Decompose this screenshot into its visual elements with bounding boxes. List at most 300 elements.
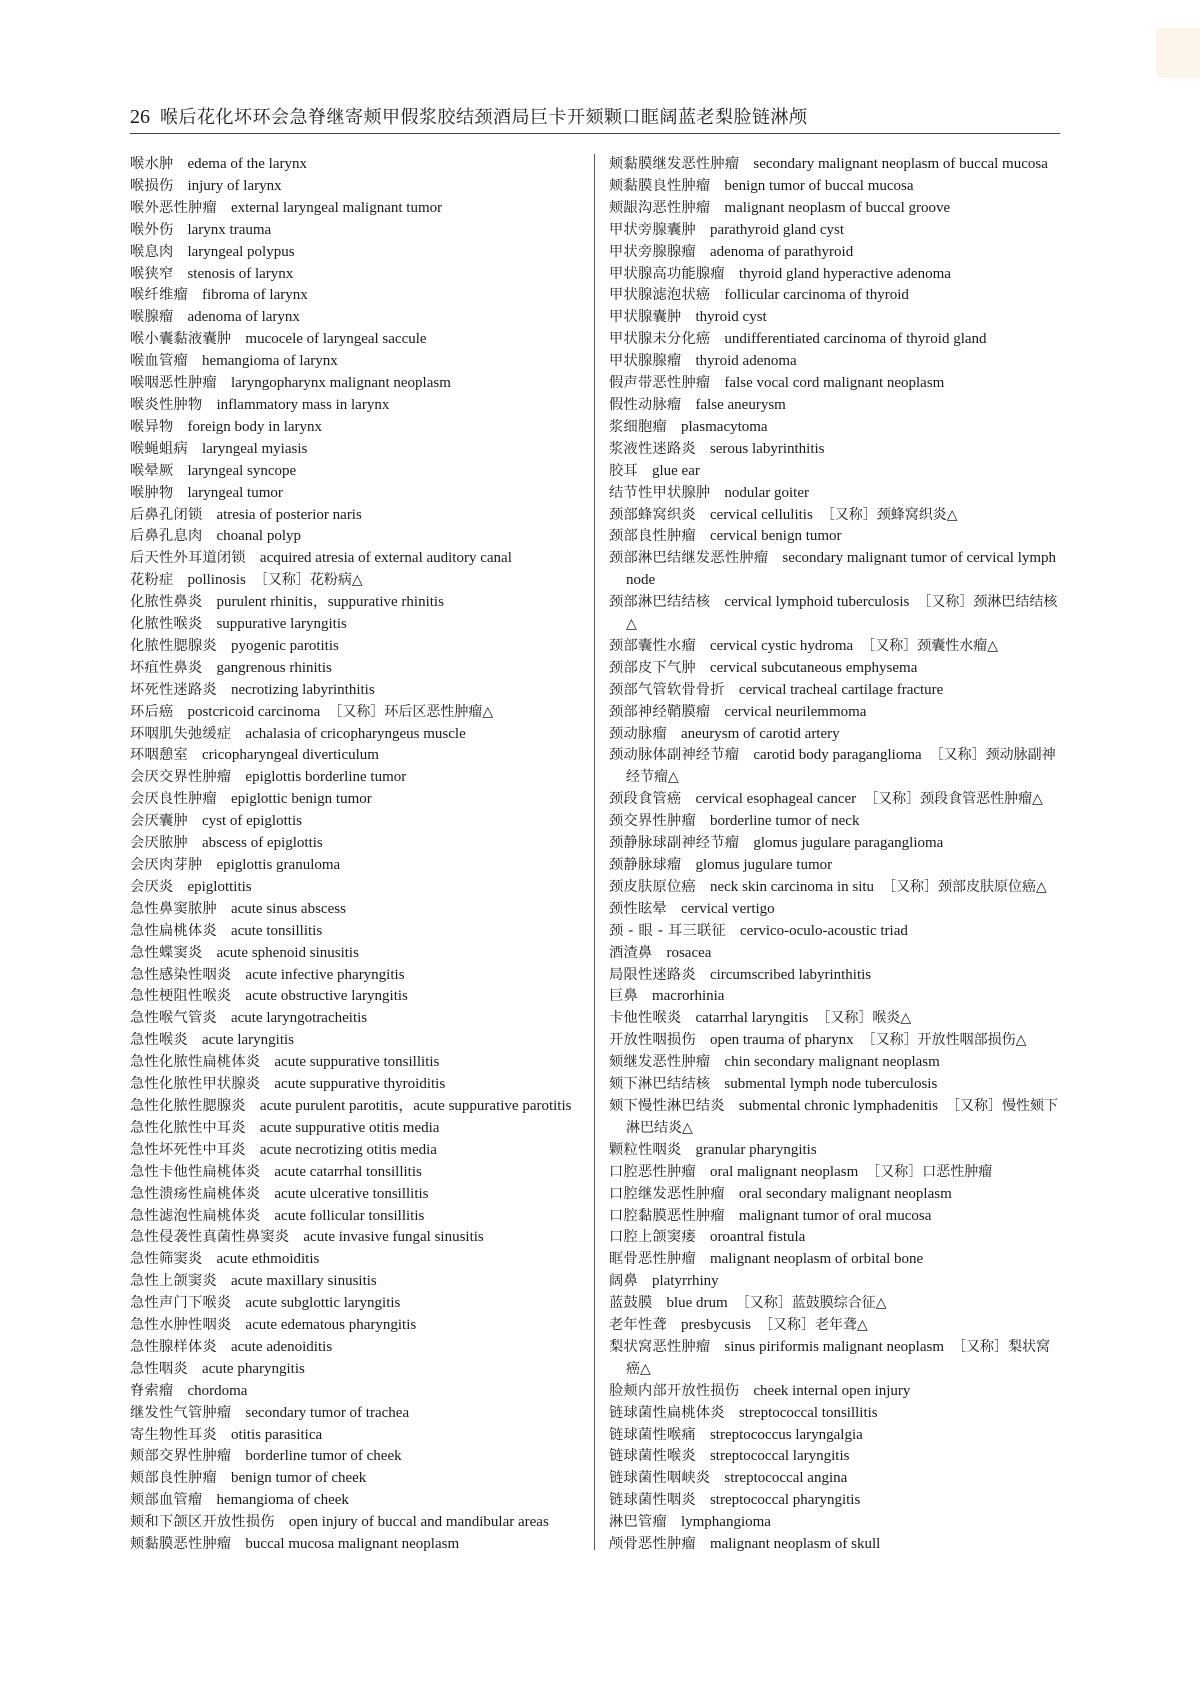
- term-english: oral secondary malignant neoplasm: [738, 1185, 952, 1202]
- term-english: acute sinus abscess: [230, 900, 346, 917]
- glossary-entry: [609, 505, 1061, 527]
- term-english: streptococcal pharyngitis: [709, 1492, 861, 1509]
- term-chinese: 颅骨恶性肿瘤: [609, 1536, 696, 1553]
- term-chinese: 阔鼻: [609, 1273, 638, 1290]
- term-chinese: 化脓性腮腺炎: [130, 637, 217, 654]
- term-chinese: 链球菌性喉炎: [609, 1448, 696, 1465]
- term-chinese: 甲状旁腺腺瘤: [609, 243, 696, 260]
- term-alias: ［又称］蓝鼓膜综合征△: [735, 1295, 887, 1312]
- term-alias: ［又称］花粉病△: [253, 572, 363, 589]
- term-english: acute follicular tonsillitis: [274, 1207, 425, 1224]
- term-english: streptococcal angina: [724, 1470, 848, 1487]
- glossary-entry: [609, 395, 1061, 417]
- term-chinese: 颈段食管癌: [609, 791, 682, 808]
- glossary-entry: [130, 461, 590, 483]
- glossary-entry: [130, 1381, 590, 1403]
- term-english: malignant neoplasm of buccal groove: [724, 199, 951, 216]
- term-english: epiglottis borderline tumor: [245, 769, 407, 786]
- glossary-entry: [130, 1359, 590, 1381]
- term-chinese: 急性梗阻性喉炎: [130, 988, 232, 1005]
- glossary-entry: [130, 176, 590, 198]
- term-alias: ［又称］开放性咽部损伤△: [861, 1032, 1027, 1049]
- term-english: fibroma of larynx: [201, 287, 308, 304]
- term-english: thyroid adenoma: [695, 353, 797, 370]
- glossary-entry: [130, 592, 590, 614]
- term-chinese: 颏继发恶性肿瘤: [609, 1054, 711, 1071]
- term-english: macrorhinia: [651, 988, 725, 1005]
- term-chinese: 急性卡他性扁桃体炎: [130, 1163, 261, 1180]
- term-chinese: 甲状腺囊肿: [609, 309, 682, 326]
- term-chinese: 颏下淋巴结结核: [609, 1076, 711, 1093]
- term-chinese: 花粉症: [130, 572, 174, 589]
- glossary-entry: [130, 1425, 590, 1447]
- term-chinese: 颊黏膜良性肿瘤: [609, 177, 711, 194]
- term-chinese: 巨鼻: [609, 988, 638, 1005]
- glossary-entry: [609, 1227, 1061, 1249]
- left-column: [130, 154, 590, 1556]
- glossary-entry: [130, 1206, 590, 1228]
- term-english: borderline tumor of cheek: [245, 1448, 402, 1465]
- term-chinese: 急性筛窦炎: [130, 1251, 203, 1268]
- glossary-entry: [609, 242, 1061, 264]
- glossary-entry: [130, 548, 590, 570]
- glossary-entry: [609, 154, 1061, 176]
- term-chinese: 环咽肌失弛缓症: [130, 725, 232, 742]
- glossary-entry: [609, 264, 1061, 286]
- term-english: undifferentiated carcinoma of thyroid gland: [724, 331, 987, 348]
- term-english: chin secondary malignant neoplasm: [724, 1054, 940, 1071]
- term-english: acute ethmoiditis: [216, 1251, 320, 1268]
- term-english: oroantral fistula: [709, 1229, 806, 1246]
- term-chinese: 坏疽性鼻炎: [130, 659, 203, 676]
- term-english: foreign body in larynx: [187, 418, 323, 435]
- glossary-entry: [130, 877, 590, 899]
- term-chinese: 浆细胞瘤: [609, 418, 667, 435]
- term-english: cervical subcutaneous emphysema: [709, 659, 918, 676]
- glossary-entry: [609, 1534, 1061, 1556]
- term-english: otitis parasitica: [230, 1426, 323, 1443]
- term-alias: ［又称］慢性颏下淋巴结炎△: [626, 1097, 1059, 1136]
- term-chinese: 颈部皮下气肿: [609, 659, 696, 676]
- glossary-entry: [130, 505, 590, 527]
- glossary-entry: [130, 307, 590, 329]
- term-chinese: 喉肿物: [130, 484, 174, 501]
- term-english: cervical vertigo: [680, 900, 775, 917]
- glossary-entry: [609, 1337, 1061, 1381]
- glossary-entry: [130, 1293, 590, 1315]
- term-english: glomus jugulare tumor: [695, 857, 833, 873]
- term-english: pollinosis: [187, 572, 246, 589]
- glossary-entry: [609, 986, 1061, 1008]
- term-english: acute purulent parotitis，acute suppurative parotitis: [259, 1097, 572, 1114]
- glossary-entry: [130, 680, 590, 702]
- term-chinese: 脊索瘤: [130, 1382, 174, 1399]
- term-english: epiglottic benign tumor: [230, 791, 372, 808]
- term-alias: ［又称］口恶性肿瘤: [866, 1163, 993, 1180]
- term-chinese: 继发性气管肿瘤: [130, 1404, 232, 1421]
- term-chinese: 老年性聋: [609, 1317, 667, 1334]
- glossary-entry: [609, 176, 1061, 198]
- term-chinese: 酒渣鼻: [609, 944, 653, 961]
- term-chinese: 颈部气管软骨骨折: [609, 681, 725, 698]
- glossary-entry: [130, 1184, 590, 1206]
- column-divider: [594, 154, 595, 1550]
- term-chinese: 坏死性迷路炎: [130, 681, 217, 698]
- term-english: acute laryngitis: [201, 1032, 295, 1049]
- term-english: borderline tumor of neck: [709, 813, 860, 830]
- term-chinese: 会厌良性肿瘤: [130, 791, 217, 808]
- term-chinese: 喉纤维瘤: [130, 287, 188, 304]
- term-alias: ［又称］喉炎△: [816, 1010, 912, 1027]
- glossary-entry: [609, 483, 1061, 505]
- term-english: streptococcus laryngalgia: [709, 1426, 863, 1443]
- term-chinese: 急性化脓性扁桃体炎: [130, 1054, 261, 1071]
- term-english: neck skin carcinoma in situ: [709, 878, 875, 895]
- term-english: injury of larynx: [187, 177, 282, 194]
- corner-tab: [1156, 28, 1200, 78]
- term-alias: ［又称］颈淋巴结结核△: [626, 594, 1058, 633]
- term-chinese: 急性喉炎: [130, 1032, 188, 1049]
- term-english: achalasia of cricopharyngeus muscle: [245, 725, 466, 742]
- term-chinese: 颈 - 眼 - 耳三联征: [609, 922, 727, 939]
- term-chinese: 口腔黏膜恶性肿瘤: [609, 1207, 725, 1224]
- term-chinese: 颈交界性肿瘤: [609, 813, 696, 830]
- term-english: acute catarrhal tonsillitis: [274, 1163, 422, 1180]
- glossary-entry: [130, 264, 590, 286]
- glossary-entry: [609, 921, 1061, 943]
- glossary-entry: [609, 745, 1061, 789]
- term-chinese: 颏下慢性淋巴结炎: [609, 1097, 725, 1114]
- term-english: stenosis of larynx: [187, 265, 294, 282]
- term-chinese: 急性咽炎: [130, 1360, 188, 1377]
- term-chinese: 会厌囊肿: [130, 813, 188, 830]
- term-chinese: 颊部良性肿瘤: [130, 1470, 217, 1487]
- term-chinese: 颊黏膜恶性肿瘤: [130, 1536, 232, 1553]
- term-chinese: 喉外恶性肿瘤: [130, 199, 217, 216]
- glossary-entry: [130, 1162, 590, 1184]
- glossary-entry: [609, 965, 1061, 987]
- term-chinese: 颈静脉球副神经节瘤: [609, 835, 740, 852]
- term-chinese: 急性化脓性中耳炎: [130, 1119, 246, 1136]
- glossary-entry: [609, 1403, 1061, 1425]
- term-chinese: 急性侵袭性真菌性鼻窦炎: [130, 1229, 290, 1246]
- term-english: follicular carcinoma of thyroid: [724, 287, 909, 304]
- term-alias: ［又称］梨状窝癌△: [626, 1338, 1050, 1377]
- term-alias: ［又称］颈段食管恶性肿瘤△: [864, 791, 1043, 808]
- glossary-entry: [130, 943, 590, 965]
- term-chinese: 颗粒性咽炎: [609, 1141, 682, 1158]
- glossary-entry: [130, 439, 590, 461]
- glossary-entry: [130, 395, 590, 417]
- term-chinese: 颈动脉瘤: [609, 725, 667, 742]
- term-english: platyrrhiny: [651, 1273, 719, 1290]
- term-english: cyst of epiglottis: [201, 813, 302, 830]
- term-chinese: 急性上颌窦炎: [130, 1273, 217, 1290]
- glossary-entry: [130, 242, 590, 264]
- glossary-entry: [609, 877, 1061, 899]
- glossary-entry: [609, 1425, 1061, 1447]
- glossary-entry: [130, 1403, 590, 1425]
- term-chinese: 后天性外耳道闭锁: [130, 550, 246, 567]
- term-chinese: 会厌交界性肿瘤: [130, 769, 232, 786]
- term-english: acute laryngotracheitis: [230, 1010, 368, 1027]
- term-chinese: 梨状窝恶性肿瘤: [609, 1338, 711, 1355]
- term-chinese: 颈性眩晕: [609, 900, 667, 917]
- term-english: aneurysm of carotid artery: [680, 725, 840, 742]
- glossary-entry: [130, 899, 590, 921]
- term-chinese: 急性水肿性咽炎: [130, 1317, 232, 1334]
- term-english: presbycusis: [680, 1317, 751, 1334]
- term-english: sinus piriformis malignant neoplasm: [724, 1338, 944, 1355]
- term-chinese: 急性化脓性腮腺炎: [130, 1097, 246, 1114]
- term-chinese: 喉炎性肿物: [130, 396, 203, 413]
- term-english: acute subglottic laryngitis: [245, 1295, 401, 1312]
- term-chinese: 会厌炎: [130, 878, 174, 895]
- term-english: laryngopharynx malignant neoplasm: [230, 375, 451, 392]
- term-english: cervico-oculo-acoustic triad: [740, 922, 908, 939]
- glossary-entry: [130, 986, 590, 1008]
- term-chinese: 颊部交界性肿瘤: [130, 1448, 232, 1465]
- term-chinese: 口腔上颌窦瘘: [609, 1229, 696, 1246]
- glossary-entry: [609, 285, 1061, 307]
- term-english: adenoma of parathyroid: [709, 243, 854, 260]
- glossary-entry: [130, 1468, 590, 1490]
- glossary-entry: [609, 417, 1061, 439]
- term-chinese: 急性喉气管炎: [130, 1010, 217, 1027]
- glossary-entry: [609, 899, 1061, 921]
- glossary-entry: [609, 724, 1061, 746]
- glossary-entry: [130, 526, 590, 548]
- term-chinese: 链球菌性咽炎: [609, 1492, 696, 1509]
- term-english: cervical cellulitis: [709, 506, 813, 523]
- term-chinese: 喉血管瘤: [130, 353, 188, 370]
- term-english: acute ulcerative tonsillitis: [274, 1185, 429, 1202]
- term-chinese: 颈皮肤原位癌: [609, 878, 696, 895]
- term-english: choanal polyp: [216, 528, 302, 545]
- term-chinese: 颊龈沟恶性肿瘤: [609, 199, 711, 216]
- glossary-entry: [609, 307, 1061, 329]
- term-english: streptococcal laryngitis: [709, 1448, 850, 1465]
- glossary-entry: [130, 1227, 590, 1249]
- glossary-entry: [609, 526, 1061, 548]
- term-english: malignant tumor of oral mucosa: [738, 1207, 932, 1224]
- term-english: larynx trauma: [187, 221, 272, 238]
- term-english: streptococcal tonsillitis: [738, 1404, 878, 1421]
- glossary-entry: [609, 329, 1061, 351]
- term-chinese: 颈部淋巴结结核: [609, 594, 711, 611]
- glossary-entry: [609, 198, 1061, 220]
- glossary-entry: [130, 483, 590, 505]
- term-alias: ［又称］颈蜂窝织炎△: [820, 506, 958, 523]
- term-chinese: 化脓性喉炎: [130, 616, 203, 633]
- term-english: cricopharyngeal diverticulum: [201, 747, 379, 764]
- glossary-entry: [130, 285, 590, 307]
- term-chinese: 甲状腺滤泡状癌: [609, 287, 711, 304]
- glossary-entry: [130, 1008, 590, 1030]
- glossary-entry: [609, 680, 1061, 702]
- term-chinese: 卡他性喉炎: [609, 1010, 682, 1027]
- term-chinese: 眶骨恶性肿瘤: [609, 1251, 696, 1268]
- term-chinese: 环咽憩室: [130, 747, 188, 764]
- term-chinese: 链球菌性喉痛: [609, 1426, 696, 1443]
- glossary-entry: [130, 1315, 590, 1337]
- glossary-entry: [130, 1118, 590, 1140]
- right-column: [609, 154, 1061, 1556]
- glossary-entry: [609, 811, 1061, 833]
- term-chinese: 急性滤泡性扁桃体炎: [130, 1207, 261, 1224]
- glossary-entry: [130, 1096, 590, 1118]
- term-english: postcricoid carcinoma: [187, 703, 321, 720]
- glossary-entry: [609, 658, 1061, 680]
- glossary-entry: [609, 1271, 1061, 1293]
- glossary-entry: [609, 855, 1061, 877]
- glossary-entry: [130, 1271, 590, 1293]
- term-chinese: 会厌肉芽肿: [130, 857, 203, 873]
- term-english: atresia of posterior naris: [216, 506, 362, 523]
- term-chinese: 颊黏膜继发恶性肿瘤: [609, 156, 740, 172]
- term-english: malignant neoplasm of skull: [709, 1536, 881, 1553]
- glossary-entry: [609, 461, 1061, 483]
- glossary-entry: [609, 1315, 1061, 1337]
- glossary-entry: [609, 439, 1061, 461]
- term-english: chordoma: [187, 1382, 248, 1399]
- term-english: gangrenous rhinitis: [216, 659, 332, 676]
- term-chinese: 胶耳: [609, 462, 638, 479]
- glossary-entry: [609, 943, 1061, 965]
- glossary-entry: [130, 1030, 590, 1052]
- glossary-entry: [609, 1074, 1061, 1096]
- term-english: benign tumor of buccal mucosa: [724, 177, 914, 194]
- term-english: plasmacytoma: [680, 418, 768, 435]
- term-english: false vocal cord malignant neoplasm: [724, 375, 945, 392]
- glossary-entry: [609, 1381, 1061, 1403]
- term-chinese: 假声带恶性肿瘤: [609, 375, 711, 392]
- term-english: buccal mucosa malignant neoplasm: [245, 1536, 460, 1553]
- term-english: malignant neoplasm of orbital bone: [709, 1251, 924, 1268]
- term-chinese: 喉水肿: [130, 156, 174, 172]
- term-english: laryngeal polypus: [187, 243, 295, 260]
- term-english: laryngeal myiasis: [201, 440, 308, 457]
- term-english: submental lymph node tuberculosis: [724, 1076, 938, 1093]
- term-english: hemangioma of cheek: [216, 1492, 349, 1509]
- term-alias: ［又称］老年聋△: [758, 1317, 868, 1334]
- term-english: mucocele of laryngeal saccule: [245, 331, 427, 348]
- term-english: edema of the larynx: [187, 156, 307, 172]
- term-english: acute suppurative tonsillitis: [274, 1054, 440, 1071]
- term-english: acute invasive fungal sinusitis: [303, 1229, 484, 1246]
- term-english: parathyroid gland cyst: [709, 221, 845, 238]
- glossary-entry: [130, 855, 590, 877]
- glossary-entry: [609, 1249, 1061, 1271]
- term-chinese: 淋巴管瘤: [609, 1514, 667, 1531]
- glossary-entry: [609, 789, 1061, 811]
- term-chinese: 急性化脓性甲状腺炎: [130, 1076, 261, 1093]
- term-chinese: 寄生物性耳炎: [130, 1426, 217, 1443]
- glossary-entry: [609, 548, 1061, 592]
- glossary-entry: [609, 1184, 1061, 1206]
- term-english: glue ear: [651, 462, 700, 479]
- term-chinese: 急性溃疡性扁桃体炎: [130, 1185, 261, 1202]
- term-english: abscess of epiglottis: [201, 835, 323, 852]
- term-chinese: 口腔恶性肿瘤: [609, 1163, 696, 1180]
- term-chinese: 后鼻孔息肉: [130, 528, 203, 545]
- term-chinese: 颈部良性肿瘤: [609, 528, 696, 545]
- glossary-entry: [609, 351, 1061, 373]
- term-english: cervical cystic hydroma: [709, 637, 854, 654]
- term-english: acute suppurative otitis media: [259, 1119, 440, 1136]
- term-english: laryngeal tumor: [187, 484, 283, 501]
- term-english: pyogenic parotitis: [230, 637, 339, 654]
- term-english: hemangioma of larynx: [201, 353, 338, 370]
- term-english: acute obstructive laryngitis: [245, 988, 408, 1005]
- glossary-entry: [130, 570, 590, 592]
- term-english: acute tonsillitis: [230, 922, 323, 939]
- term-english: inflammatory mass in larynx: [216, 396, 390, 413]
- term-chinese: 急性声门下喉炎: [130, 1295, 232, 1312]
- term-english: necrotizing labyrinthitis: [230, 681, 375, 698]
- term-chinese: 急性扁桃体炎: [130, 922, 217, 939]
- term-chinese: 颊部血管瘤: [130, 1492, 203, 1509]
- term-chinese: 颈部囊性水瘤: [609, 637, 696, 654]
- page-number: 26: [130, 106, 150, 128]
- glossary-entry: [609, 1206, 1061, 1228]
- glossary-entry: [130, 724, 590, 746]
- term-english: acute adenoiditis: [230, 1338, 333, 1355]
- term-chinese: 颈部淋巴结继发恶性肿瘤: [609, 550, 769, 567]
- term-chinese: 甲状腺未分化癌: [609, 331, 711, 348]
- glossary-entry: [130, 745, 590, 767]
- term-english: secondary malignant neoplasm of buccal mucosa: [753, 156, 1048, 172]
- term-alias: ［又称］环后区恶性肿瘤△: [328, 703, 494, 720]
- glossary-entry: [130, 1074, 590, 1096]
- glossary-entry: [609, 1052, 1061, 1074]
- glossary-entry: [130, 373, 590, 395]
- glossary-entry: [609, 592, 1061, 636]
- glossary-entry: [609, 1446, 1061, 1468]
- term-chinese: 喉异物: [130, 418, 174, 435]
- glossary-entry: [130, 921, 590, 943]
- glossary-entry: [130, 789, 590, 811]
- glossary-entry: [609, 702, 1061, 724]
- term-chinese: 急性感染性咽炎: [130, 966, 232, 983]
- term-english: acute sphenoid sinusitis: [216, 944, 359, 961]
- term-english: cheek internal open injury: [753, 1382, 911, 1399]
- term-chinese: 喉咽恶性肿瘤: [130, 375, 217, 392]
- term-chinese: 开放性咽损伤: [609, 1032, 696, 1049]
- glossary-entry: [609, 1030, 1061, 1052]
- term-alias: ［又称］颈囊性水瘤△: [861, 637, 998, 654]
- glossary-entry: [609, 833, 1061, 855]
- term-chinese: 后鼻孔闭锁: [130, 506, 203, 523]
- term-english: catarrhal laryngitis: [695, 1010, 809, 1027]
- term-chinese: 脸颊内部开放性损伤: [609, 1382, 740, 1399]
- term-chinese: 喉损伤: [130, 177, 174, 194]
- term-chinese: 浆液性迷路炎: [609, 440, 696, 457]
- term-chinese: 喉外伤: [130, 221, 174, 238]
- term-chinese: 喉狭窄: [130, 265, 174, 282]
- term-chinese: 链球菌性咽峡炎: [609, 1470, 711, 1487]
- term-alias: ［又称］颈动脉副神经节瘤△: [626, 747, 1056, 786]
- term-chinese: 急性蝶窦炎: [130, 944, 203, 961]
- term-english: open trauma of pharynx: [709, 1032, 854, 1049]
- glossary-entry: [130, 329, 590, 351]
- glossary-entry: [130, 1337, 590, 1359]
- glossary-entry: [130, 658, 590, 680]
- term-chinese: 口腔继发恶性肿瘤: [609, 1185, 725, 1202]
- term-english: epiglottis granuloma: [216, 857, 341, 873]
- term-chinese: 甲状腺高功能腺瘤: [609, 265, 725, 282]
- term-english: carotid body paraganglioma: [753, 747, 922, 764]
